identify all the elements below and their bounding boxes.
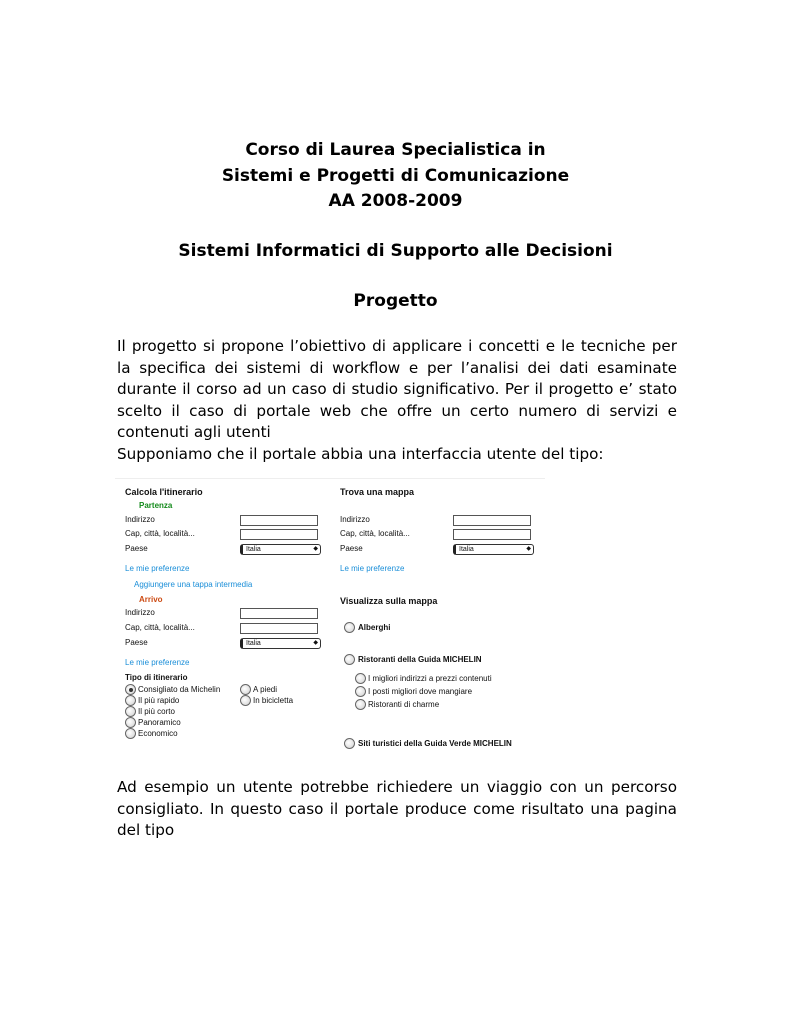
restaurants-label: Ristoranti della Guida MICHELIN — [358, 655, 482, 664]
radio-corto[interactable] — [125, 706, 136, 717]
mode-option-label: In bicicletta — [253, 696, 294, 705]
route-option-label: Il più rapido — [138, 696, 180, 705]
map-address-label: Indirizzo — [340, 515, 370, 524]
show-on-map-title: Visualizza sulla mappa — [340, 596, 438, 606]
arrival-label: Arrivo — [139, 595, 163, 604]
restaurant-option-label: I posti migliori dove mangiare — [368, 687, 473, 696]
map-city-input[interactable] — [453, 529, 531, 540]
restaurant-option-label: I migliori indirizzi a prezzi contenuti — [368, 674, 492, 683]
route-option-label: Economico — [138, 729, 178, 738]
departure-address-input[interactable] — [240, 515, 318, 526]
departure-country-select[interactable] — [240, 544, 321, 555]
section-title: Progetto — [353, 291, 438, 311]
map-city-label: Cap, città, località... — [340, 529, 410, 538]
checkbox-charme[interactable] — [355, 699, 366, 710]
arrival-country-value: Italia — [246, 640, 261, 647]
suppose-paragraph: Supponiamo che il portale abbia una interfaccia utente del tipo: — [117, 445, 604, 463]
departure-city-input[interactable] — [240, 529, 318, 540]
map-country-value: Italia — [459, 546, 474, 553]
add-stop-link[interactable]: Aggiungere una tappa intermedia — [134, 580, 253, 589]
course-title: Sistemi Informatici di Supporto alle Decisioni — [178, 241, 613, 261]
departure-label: Partenza — [139, 501, 173, 510]
radio-economico[interactable] — [125, 728, 136, 739]
title-line-2: Sistemi e Progetti di Comunicazione — [221, 166, 570, 186]
intro-paragraph: Il progetto si propone l’obiettivo di applicare i concetti e le tecniche per la specifica dei sistemi di workflow e per l’analisi dei dati esaminate durante il corso ad un caso di studio significativo. Per il progetto e’ stato scelto il caso di portale web che offre un certo numero di servizi e contenuti agli utenti — [117, 337, 677, 441]
find-map-title: Trova una mappa — [340, 487, 415, 497]
map-country-label: Paese — [340, 544, 363, 553]
radio-panoramico[interactable] — [125, 717, 136, 728]
departure-address-label: Indirizzo — [125, 515, 155, 524]
arrival-prefs-link[interactable]: Le mie preferenze — [125, 658, 190, 667]
example-paragraph: Ad esempio un utente potrebbe richiedere un viaggio con un percorso consigliato. In questo caso il portale produce come risultato una pagina del tipo — [117, 778, 677, 839]
restaurant-option-label: Ristoranti di charme — [368, 700, 440, 709]
mode-option-label: A piedi — [253, 685, 278, 694]
arrival-address-label: Indirizzo — [125, 608, 155, 617]
portal-ui-figure — [115, 478, 545, 760]
radio-rapido[interactable] — [125, 695, 136, 706]
arrival-city-input[interactable] — [240, 623, 318, 634]
map-address-input[interactable] — [453, 515, 531, 526]
map-country-select[interactable] — [453, 544, 534, 555]
map-prefs-link[interactable]: Le mie preferenze — [340, 564, 405, 573]
departure-prefs-link[interactable]: Le mie preferenze — [125, 564, 190, 573]
select-arrows-icon: ◆ — [313, 546, 318, 552]
departure-country-value: Italia — [246, 546, 261, 553]
arrival-country-select[interactable] — [240, 638, 321, 649]
checkbox-prezzi-contenuti[interactable] — [355, 673, 366, 684]
checkbox-siti-turistici[interactable] — [344, 738, 355, 749]
arrival-city-label: Cap, città, località... — [125, 623, 195, 632]
radio-a-piedi[interactable] — [240, 684, 251, 695]
departure-country-label: Paese — [125, 544, 148, 553]
route-option-label: Il più corto — [138, 707, 175, 716]
hotels-label: Alberghi — [358, 623, 391, 632]
sites-label: Siti turistici della Guida Verde MICHELIN — [358, 739, 512, 748]
radio-bicicletta[interactable] — [240, 695, 251, 706]
departure-city-label: Cap, città, località... — [125, 529, 195, 538]
figure-top-line — [115, 478, 545, 479]
checkbox-ristoranti[interactable] — [344, 654, 355, 665]
route-type-title: Tipo di itinerario — [125, 673, 188, 682]
arrival-address-input[interactable] — [240, 608, 318, 619]
route-calc-title: Calcola l'itinerario — [125, 487, 203, 497]
title-line-3: AA 2008-2009 — [328, 191, 463, 211]
select-arrows-icon: ◆ — [313, 640, 318, 646]
select-arrows-icon: ◆ — [526, 546, 531, 552]
title-line-1: Corso di Laurea Specialistica in — [245, 140, 546, 160]
arrival-country-label: Paese — [125, 638, 148, 647]
radio-consigliato[interactable] — [125, 684, 136, 695]
route-option-label: Consigliato da Michelin — [138, 685, 221, 694]
route-option-label: Panoramico — [138, 718, 181, 727]
checkbox-posti-migliori[interactable] — [355, 686, 366, 697]
checkbox-alberghi[interactable] — [344, 622, 355, 633]
